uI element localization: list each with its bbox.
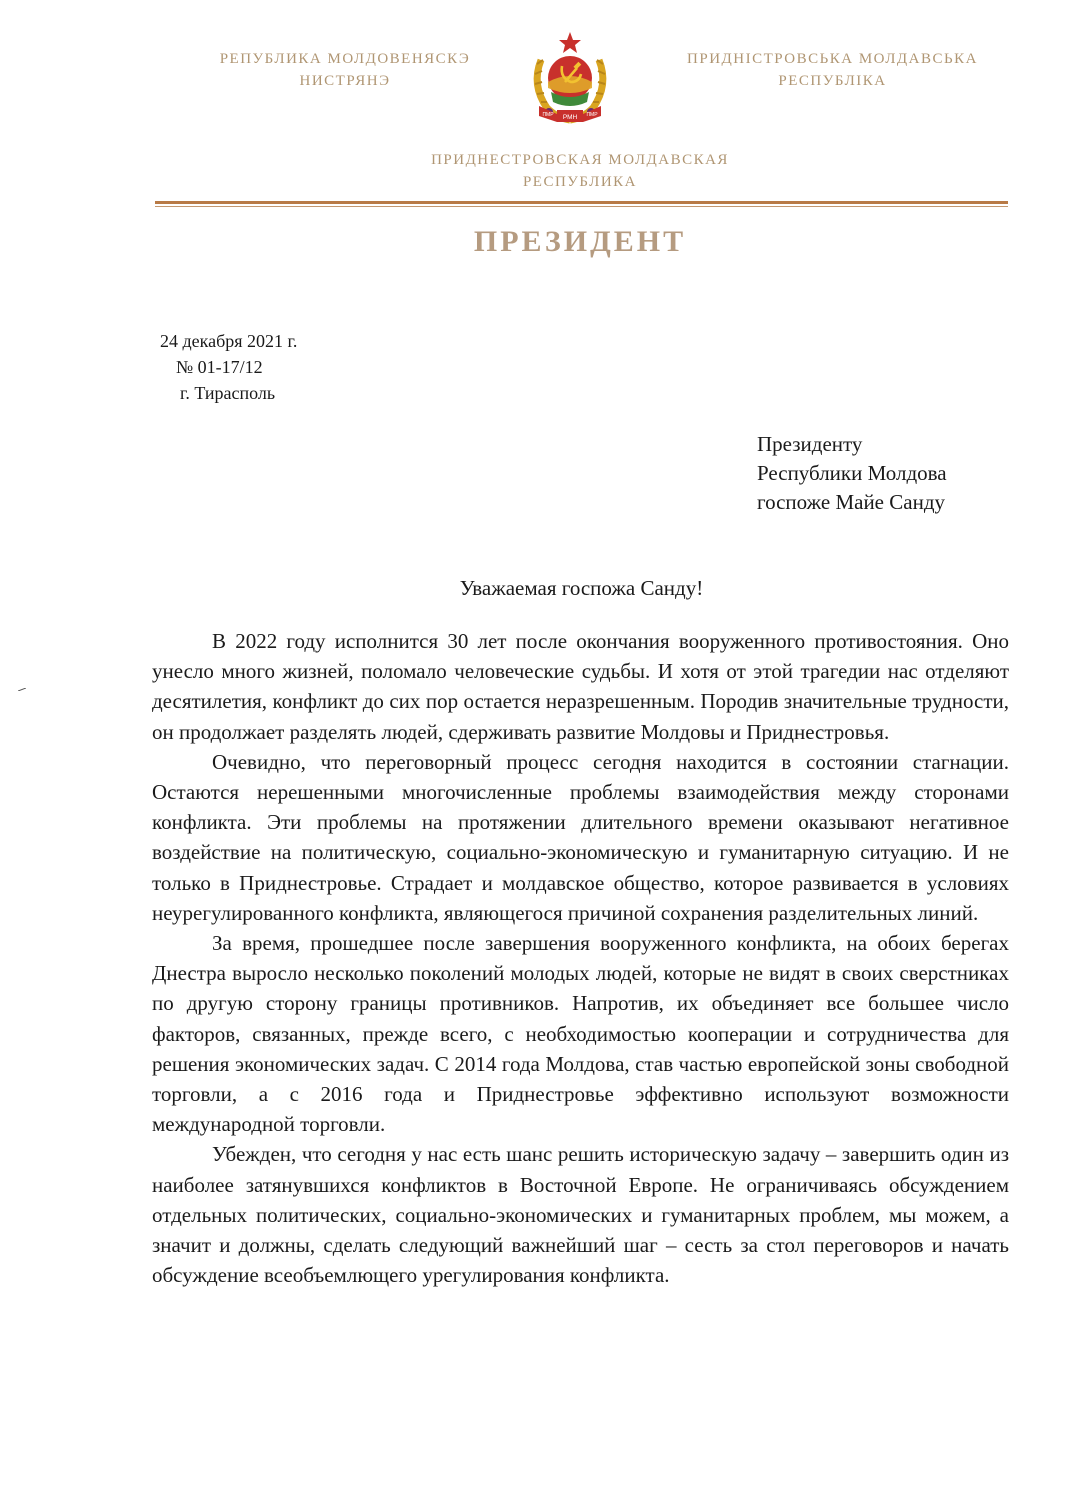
addressee-block <box>757 430 947 517</box>
letterhead-right-line1: ПРИДНІСТРОВСЬКА МОЛДАВСЬКА <box>687 51 978 67</box>
emblem-ribbon-center: РМН <box>562 114 578 121</box>
addressee-line3: госпоже Майе Санду <box>757 490 946 514</box>
letterhead-left <box>195 48 495 92</box>
scan-mark-icon <box>18 688 26 691</box>
letterhead-left-line1: РЕПУБЛИКА МОЛДОВЕНЯСКЭ <box>219 51 471 67</box>
addressee-line1: Президенту <box>757 432 863 456</box>
letterhead-left-line2: НИСТРЯНЭ <box>299 73 391 89</box>
letter-date: 24 декабря 2021 г. <box>160 331 298 351</box>
addressee-line2: Республики Молдова <box>757 461 947 485</box>
letterhead-center-line1: ПРИДНЕСТРОВСКАЯ МОЛДАВСКАЯ <box>431 152 729 168</box>
letterhead-title: ПРЕЗИДЕНТ <box>473 225 687 258</box>
letter-number: № 01-17/12 <box>176 357 263 377</box>
body-paragraph-4: Убежден, что сегодня у нас есть шанс решить историческую задачу – завершить один из наиболее затянувшихся конфликтов в Восточной Европе. Не ограничиваясь обсуждением отдельных политических, социально-экономических и гуманитарных проблем, мы можем, а значит и должны, сделать следующий важнейший шаг – сесть за стол переговоров и начать обсуждение всеобъемлющего урегулирования конфликта. <box>152 1142 1009 1288</box>
body-paragraph-2: Очевидно, что переговорный процесс сегодня находится в состоянии стагнации. Остаются нерешенными многочисленные проблемы взаимодействия между сторонами конфликта. Эти проблемы на протяжении длительного времени оказывают негативное воздействие на политическую, социально-экономическую и гуманитарную ситуацию. И не только в Приднестровье. Страдает и молдавское общество, которое развивается в условиях неурегулированного конфликта, являющегося причиной сохранения разделительных линий. <box>152 749 1009 925</box>
letterhead-right-line2: РЕСПУБЛІКА <box>778 73 887 89</box>
emblem-ribbon-right: ПМР <box>586 112 598 118</box>
letter-body <box>152 626 1009 1290</box>
salutation: Уважаемая госпожа Санду! <box>459 576 704 600</box>
letterhead-divider-thin <box>155 206 1008 207</box>
body-paragraph-3: За время, прошедшее после завершения вооруженного конфликта, на обоих берегах Днестра выросло несколько поколений молодых людей, которые не видят в своих сверстниках по другую сторону границы противников. Напротив, их объединяет все большее число факторов, связанных, прежде всего, с необходимостью кооперации и сотрудничества для решения экономических задач. С 2014 года Молдова, став частью европейской зоны свободной торговли, а с 2016 года и Приднестровье эффективно используют возможности международной торговли. <box>152 931 1009 1137</box>
coat-of-arms-emblem-icon <box>527 30 613 128</box>
emblem-ribbon-left: ПМР <box>542 112 554 118</box>
letterhead-divider <box>155 201 1008 204</box>
body-paragraph-1: В 2022 году исполнится 30 лет после окончания вооруженного противостояния. Оно унесло много жизней, поломало человеческие судьбы. И хотя от этой трагедии нас отделяют десятилетия, конфликт до сих пор остается неразрешенным. Породив значительные трудности, он продолжает разделять людей, сдерживать развитие Молдовы и Приднестровья. <box>152 629 1009 744</box>
letterhead-center-line2: РЕСПУБЛИКА <box>522 174 638 190</box>
letter-city: г. Тирасполь <box>180 383 276 403</box>
letter-meta <box>160 328 297 406</box>
letterhead-center <box>380 149 780 193</box>
letterhead-right <box>660 48 1005 92</box>
